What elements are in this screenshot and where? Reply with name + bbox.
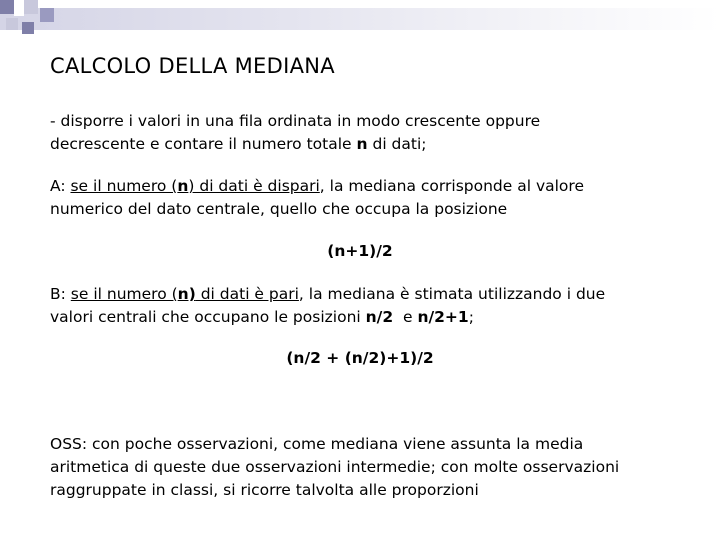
intro-line-2 [50,133,540,156]
note-paragraph [50,433,619,502]
case-b-text: valori centrali che occupano le posizioni [50,308,366,326]
condition-text: se il numero ( [70,285,178,303]
note-line-1: OSS: con poche osservazioni, come mediana viene assunta la media [50,435,584,453]
intro-text: di dati; [367,135,427,153]
deco-square [24,0,38,14]
slide-title: CALCOLO DELLA MEDIANA [50,54,335,78]
condition-text: se il numero ( [70,177,178,195]
case-b-text: , la mediana è stimata utilizzando i due [298,285,606,303]
formula-even: (n/2 + (n/2)+1)/2 [286,349,434,367]
condition-text: ) di dati è dispari [188,177,320,195]
deco-square [0,30,8,38]
case-a-paragraph [50,175,584,221]
note-line-2: aritmetica di queste due osservazioni intermedie; con molte osservazioni [50,458,620,476]
case-a-label: A: [50,177,71,195]
case-a-line-1 [50,175,584,198]
deco-square [6,18,18,30]
case-b-label: B: [50,285,71,303]
intro-paragraph [50,110,540,156]
case-a-condition [70,177,319,195]
deco-square [14,6,24,16]
case-b-paragraph [50,283,605,329]
case-b-condition [71,285,299,303]
intro-line-1: - disporre i valori in una fila ordinata in modo crescente oppure [50,112,541,130]
case-a-line-2: numerico del dato centrale, quello che occupa la posizione [50,200,508,218]
header-stripe [0,8,720,30]
case-b-line-2 [50,306,605,329]
deco-square [22,22,34,34]
case-b-line-1 [50,283,605,306]
formula-odd: (n+1)/2 [327,242,393,260]
deco-square [40,8,54,22]
n-symbol: n [177,177,189,195]
position-2: n/2+1 [417,308,469,326]
header-decoration [0,0,720,40]
note-line-3: raggruppate in classi, si ricorre talvolta alle proporzioni [50,481,479,499]
case-b-text: ; [468,308,474,326]
n-symbol: n) [177,285,196,303]
position-1: n/2 [365,308,394,326]
condition-text: di dati è pari [195,285,299,303]
case-b-text: e [393,308,418,326]
case-a-text: , la mediana corrisponde al valore [319,177,584,195]
deco-square [0,0,14,14]
n-symbol: n [356,135,368,153]
intro-text: decrescente e contare il numero totale [50,135,357,153]
